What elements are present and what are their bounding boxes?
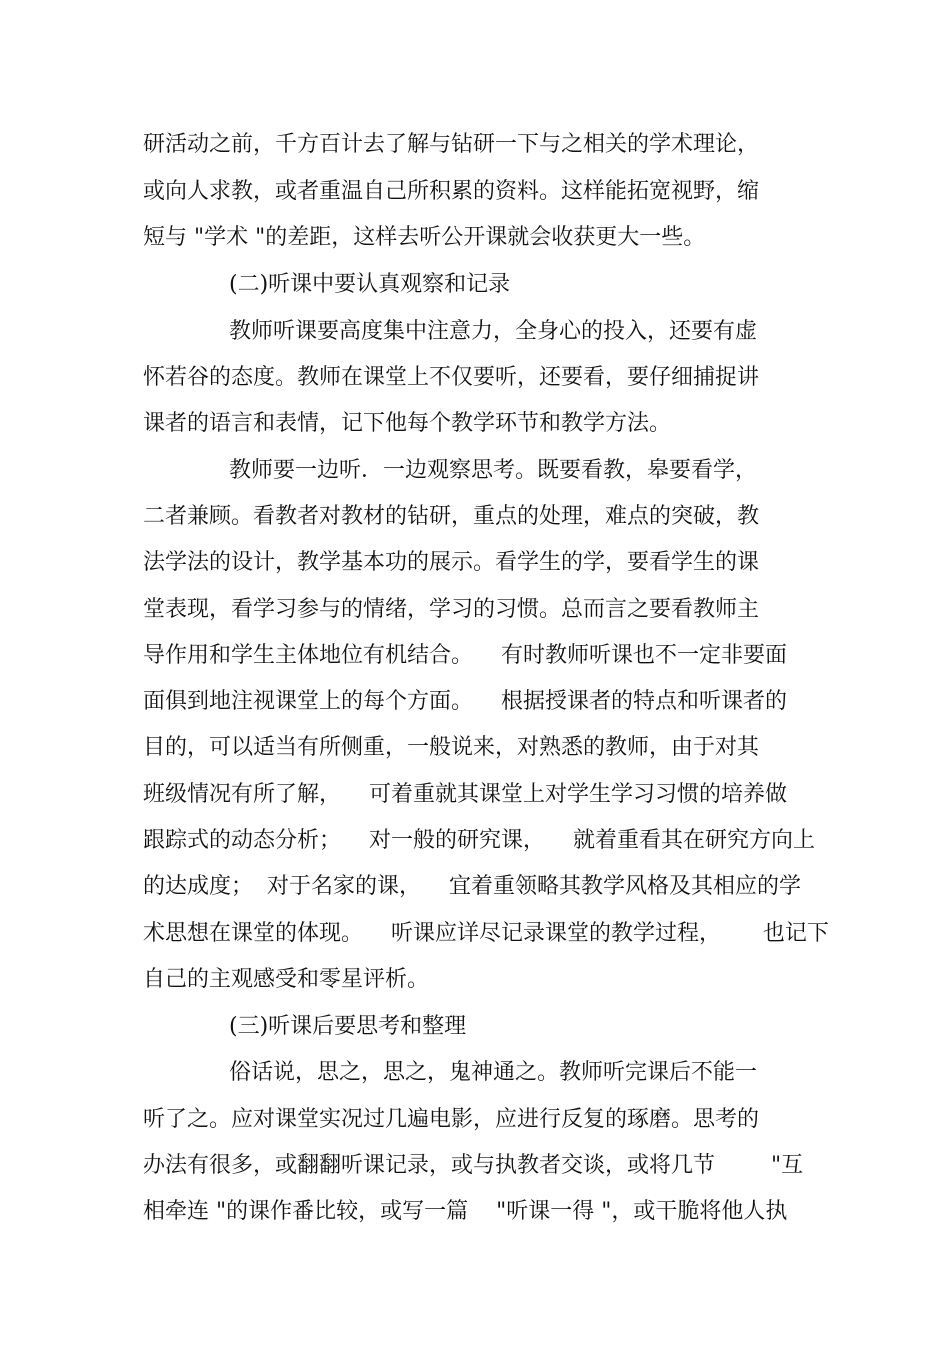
paragraph-line: 的达成度； 对于名家的课， 宜着重领略其教学风格及其相应的学 bbox=[143, 874, 801, 899]
paragraph-line: 跟踪式的动态分析； 对一般的研究课， 就着重看其在研究方向上 bbox=[143, 828, 815, 853]
paragraph-line: 课者的语言和表情，记下他每个教学环节和教学方法。 bbox=[143, 411, 672, 436]
section-heading: (二)听课中要认真观察和记录 bbox=[229, 272, 511, 297]
paragraph-line: 堂表现，看学习参与的情绪，学习的习惯。总而言之要看教师主 bbox=[143, 597, 760, 622]
paragraph-line: 自己的主观感受和零星评析。 bbox=[143, 967, 430, 992]
paragraph-line: 听了之。应对课堂实况过几遍电影，应进行反复的琢磨。思考的 bbox=[143, 1107, 760, 1132]
paragraph-line: 导作用和学生主体地位有机结合。 有时教师听课也不一定非要面 bbox=[143, 643, 787, 668]
paragraph-line: 术思想在课堂的体现。 听课应详尽记录课堂的教学过程， 也记下 bbox=[143, 921, 829, 946]
paragraph-line: 目的，可以适当有所侧重，一般说来，对熟悉的教师，由于对其 bbox=[143, 735, 760, 760]
paragraph-line: 相牵连 "的课作番比较，或写一篇 "听课一得 "，或干脆将他人执 bbox=[143, 1199, 788, 1224]
paragraph-line: 法学法的设计，教学基本功的展示。看学生的学，要看学生的课 bbox=[143, 550, 760, 575]
paragraph-line: 面俱到地注视课堂上的每个方面。 根据授课者的特点和听课者的 bbox=[143, 689, 787, 714]
paragraph-line: 二者兼顾。看教者对教材的钻研，重点的处理，难点的突破，教 bbox=[143, 504, 760, 529]
paragraph-line: 或向人求教，或者重温自己所积累的资料。这样能拓宽视野，缩 bbox=[143, 179, 760, 204]
paragraph-line: 班级情况有所了解， 可着重就其课堂上对学生学习习惯的培养做 bbox=[143, 782, 787, 807]
section-heading: (三)听课后要思考和整理 bbox=[229, 1014, 467, 1039]
paragraph-line: 短与 "学术 "的差距，这样去听公开课就会收获更大一些。 bbox=[143, 225, 706, 250]
paragraph-line: 教师要一边听．一边观察思考。既要看教，皋要看学， bbox=[229, 458, 758, 483]
paragraph-line: 研活动之前，千方百计去了解与钻研一下与之相关的学术理论， bbox=[143, 132, 760, 157]
paragraph-line: 教师听课要高度集中注意力，全身心的投入，还要有虚 bbox=[229, 319, 758, 344]
paragraph-line: 办法有很多，或翻翻听课记录，或与执教者交谈，或将几节 "互 bbox=[143, 1153, 804, 1178]
paragraph-line: 俗话说，思之，思之，鬼神通之。教师听完课后不能一 bbox=[229, 1060, 758, 1085]
paragraph-line: 怀若谷的态度。教师在课堂上不仅要听，还要看，要仔细捕捉讲 bbox=[143, 365, 760, 390]
